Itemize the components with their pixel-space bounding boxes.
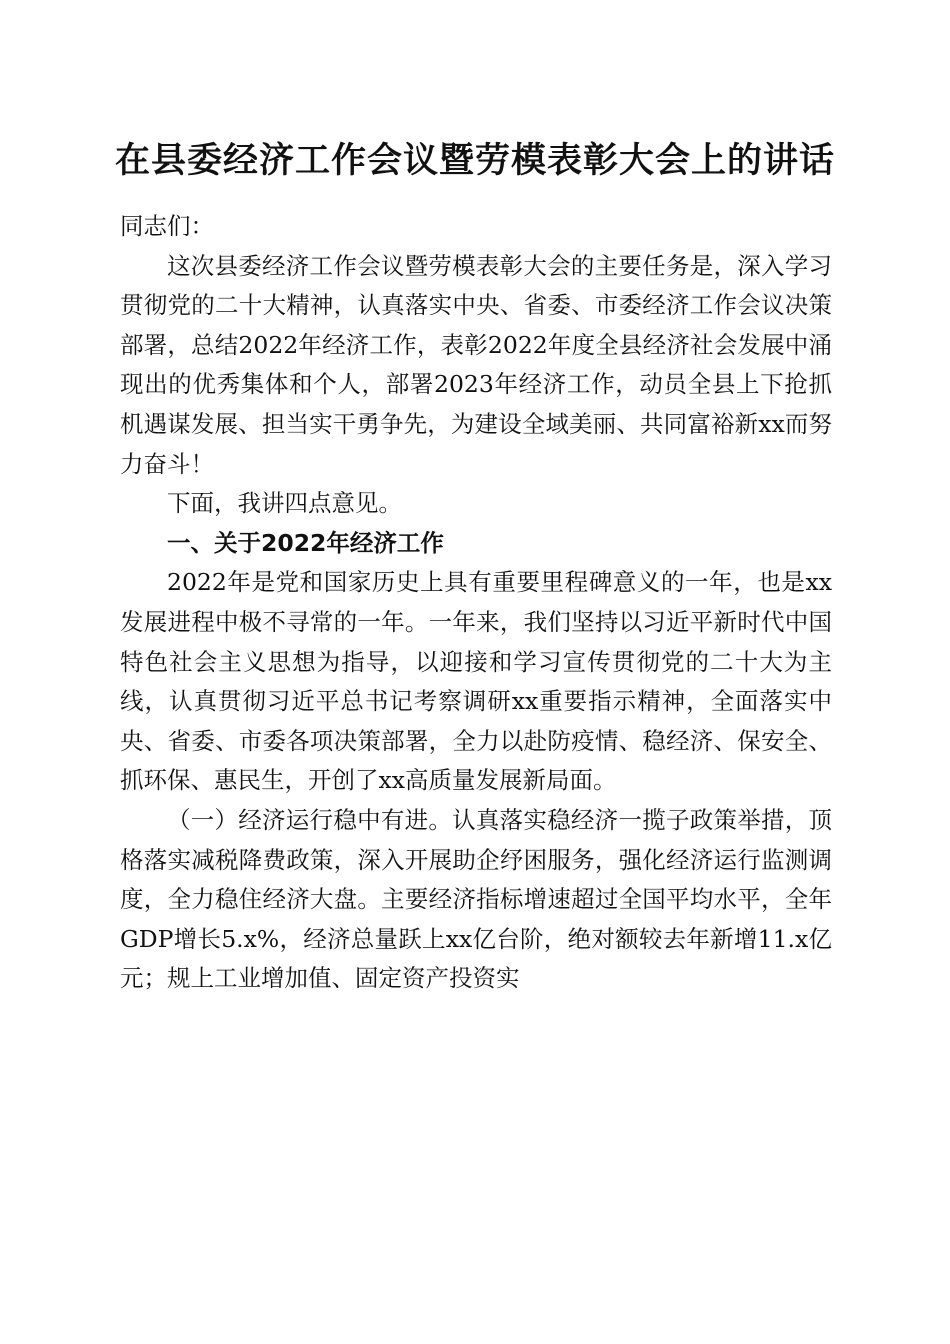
section-heading-1: 一、关于2022年经济工作 [167, 528, 444, 557]
subsection-1-paragraph [120, 801, 832, 999]
subsection-1-lead: （一）经济运行稳中有进。 [167, 805, 453, 834]
transition-paragraph: 下面，我讲四点意见。 [167, 489, 402, 518]
intro-paragraph: 这次县委经济工作会议暨劳模表彰大会的主要任务是，深入学习贯彻党的二十大精神，认真落实中央、省委、市委经济工作会议决策部署，总结2022年经济工作，表彰2022年度全县经济社会发展中涌现出的优秀集体和个人，部署2023年经济工作，动员全县上下抢抓机遇谋发展、担当实干勇争先，为建设全域美丽、共同富裕新xx而努力奋斗！ [120, 251, 832, 478]
document-title: 在县委经济工作会议暨劳模表彰大会上的讲话 [114, 140, 835, 181]
subsection-1-text: 认真落实稳经济一揽子政策举措，顶格落实减税降费政策，深入开展助企纾困服务，强化经济运行监测调度，全力稳住经济大盘。主要经济指标增速超过全国平均水平，全年GDP增长5.x%，经济总量跃上xx亿台阶，绝对额较去年新增11.x亿元；规上工业增加值、固定资产投资实 [120, 805, 833, 993]
section-1-paragraph: 2022年是党和国家历史上具有重要里程碑意义的一年，也是xx发展进程中极不寻常的一年。一年来，我们坚持以习近平新时代中国特色社会主义思想为指导，以迎接和学习宣传贯彻党的二十大为主线，认真贯彻习近平总书记考察调研xx重要指示精神，全面落实中央、省委、市委各项决策部署，全力以赴防疫情、稳经济、保安全、抓环保、惠民生，开创了xx高质量发展新局面。 [120, 568, 832, 795]
salutation: 同志们： [120, 212, 214, 240]
document-body [120, 207, 832, 999]
